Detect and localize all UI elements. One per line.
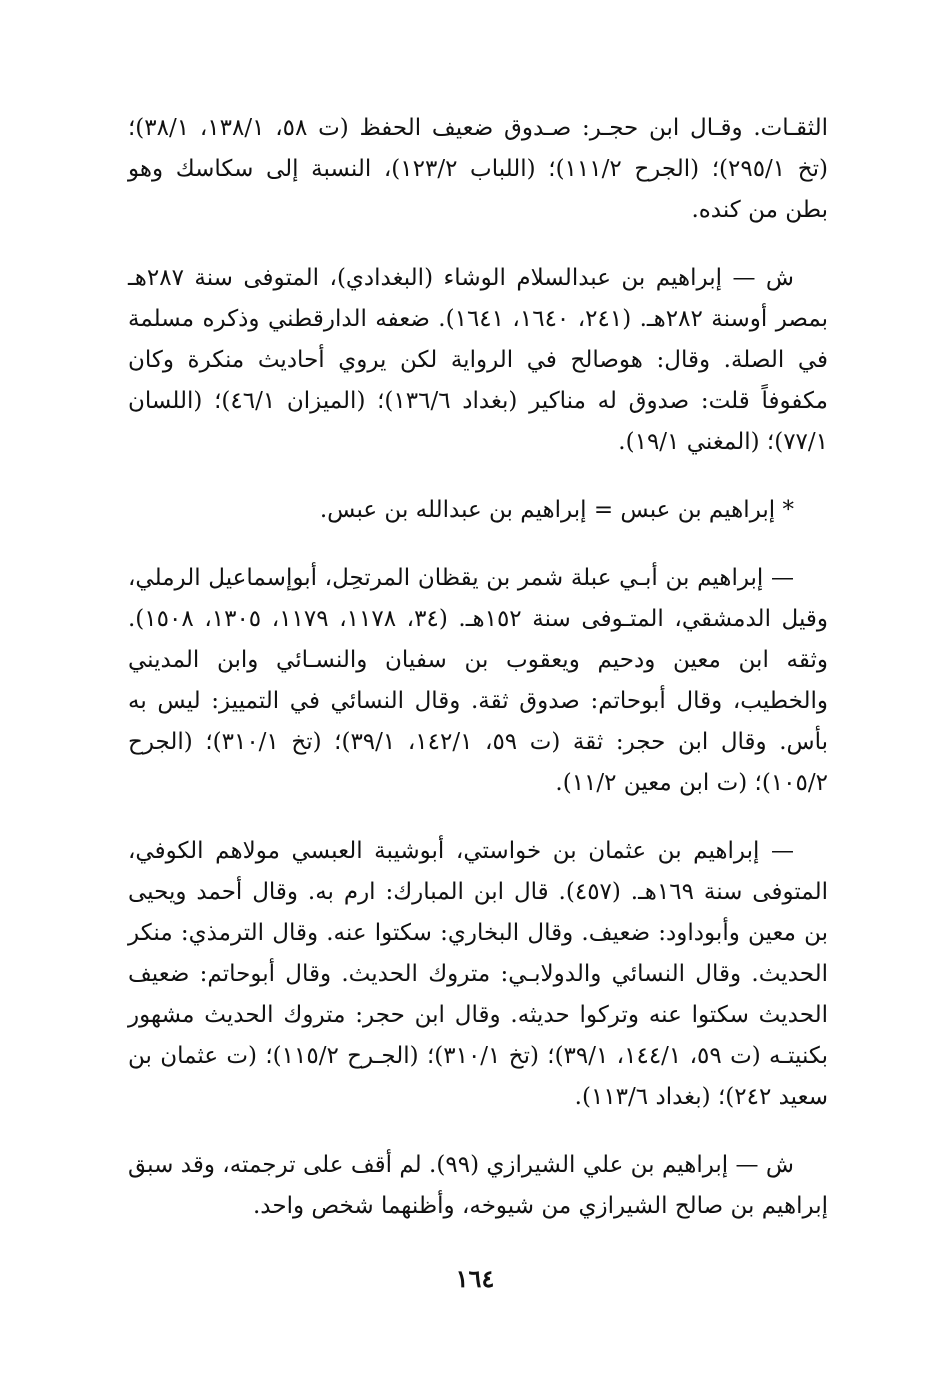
entry-paragraph-ibrahim-ibn-abdussalam: ش — إبراهيم بن عبدالسلام الوشاء (البغدادي)، المتوفى سنة ٢٨٧هـ بمصر أوسنة ٢٨٢هـ. (٢٤١، ١٦٤٠، ١٦٤١). ضعفه الدارقطني وذكره مسلمة في الصلة. وقال: هوصالح في الرواية لكن يروي أحاديث منكرة وكان مكفوفاً قلت: صدوق له مناكير (بغداد ١٣٦/٦)؛ (الميزان ٤٦/١)؛ (اللسان ٧٧/١)؛ (المغني ١٩/١).: [128, 265, 829, 455]
entry-paragraph-ibrahim-ibn-uthman: — إبراهيم بن عثمان بن خواستي، أبوشيبة العبسي مولاهم الكوفي، المتوفى سنة ١٦٩هـ. (٤٥٧). قال ابن المبارك: ارم به. وقال أحمد ويحيى بن معين وأبوداود: ضعيف. وقال البخاري: سكتوا عنه. وقال الترمذي: منكر الحديث. وقال النسائي والدولابـي: متروك الحديث. وقال أبوحاتم: ضعيف الحديث سكتوا عنه وتركوا حديثه. وقال ابن حجر: متروك الحديث مشهور بكنيتـه (ت ٥٩، ١٤٤/١، ٣٩/١)؛ (تخ ٣١٠/١)؛ (الجـرح ١١٥/٢)؛ (ت عثمان بن سعيد ٢٤٢)؛ (بغداد ١١٣/٦).: [128, 838, 829, 1110]
entry-paragraph-ibrahim-ibn-ali-shirazi: ش — إبراهيم بن علي الشيرازي (٩٩). لم أقف على ترجمته، وقد سبق إبراهيم بن صالح الشيرازي من شيوخه، وأظنهما شخص واحد.: [128, 1152, 828, 1219]
page-number: ١٦٤: [455, 1264, 495, 1293]
entry-paragraph-ibrahim-ibn-abi-abla: — إبراهيم بن أبـي عبلة شمر بن يقظان المرتحِل، أبوإسماعيل الرملي، وقيل الدمشقي، المتـوفى سنة ١٥٢هـ. (٣٤، ١١٧٨، ١١٧٩، ١٣٠٥، ١٥٠٨). وثقه ابن معين ودحيم ويعقوب بن سفيان والنسـائي وابن المديني والخطيب، وقال أبوحاتم: صدوق ثقة. وقال النسائي في التمييز: ليس به بأس. وقال ابن حجر: ثقة (ت ٥٩، ١٤٢/١، ٣٩/١)؛ (تخ ٣١٠/١)؛ (الجرح ١٠٥/٢)؛ (ت ابن معين ١١/٢).: [128, 565, 829, 796]
entry-paragraph-ibrahim-ibn-abs: * إبراهيم بن عبس = إبراهيم بن عبدالله بن عبس.: [319, 497, 794, 523]
entry-paragraph-continuation: الثقـات. وقـال ابن حجـر: صـدوق ضعيف الحفظ (ت ٥٨، ١٣٨/١، ٣٨/١)؛ (تخ ٢٩٥/١)؛ (الجرح ١١١/٢)؛ (اللباب ١٢٣/٢)، النسبة إلى سكاسك وهو بطن من كنده.: [128, 115, 829, 223]
page-body: [128, 108, 828, 1254]
